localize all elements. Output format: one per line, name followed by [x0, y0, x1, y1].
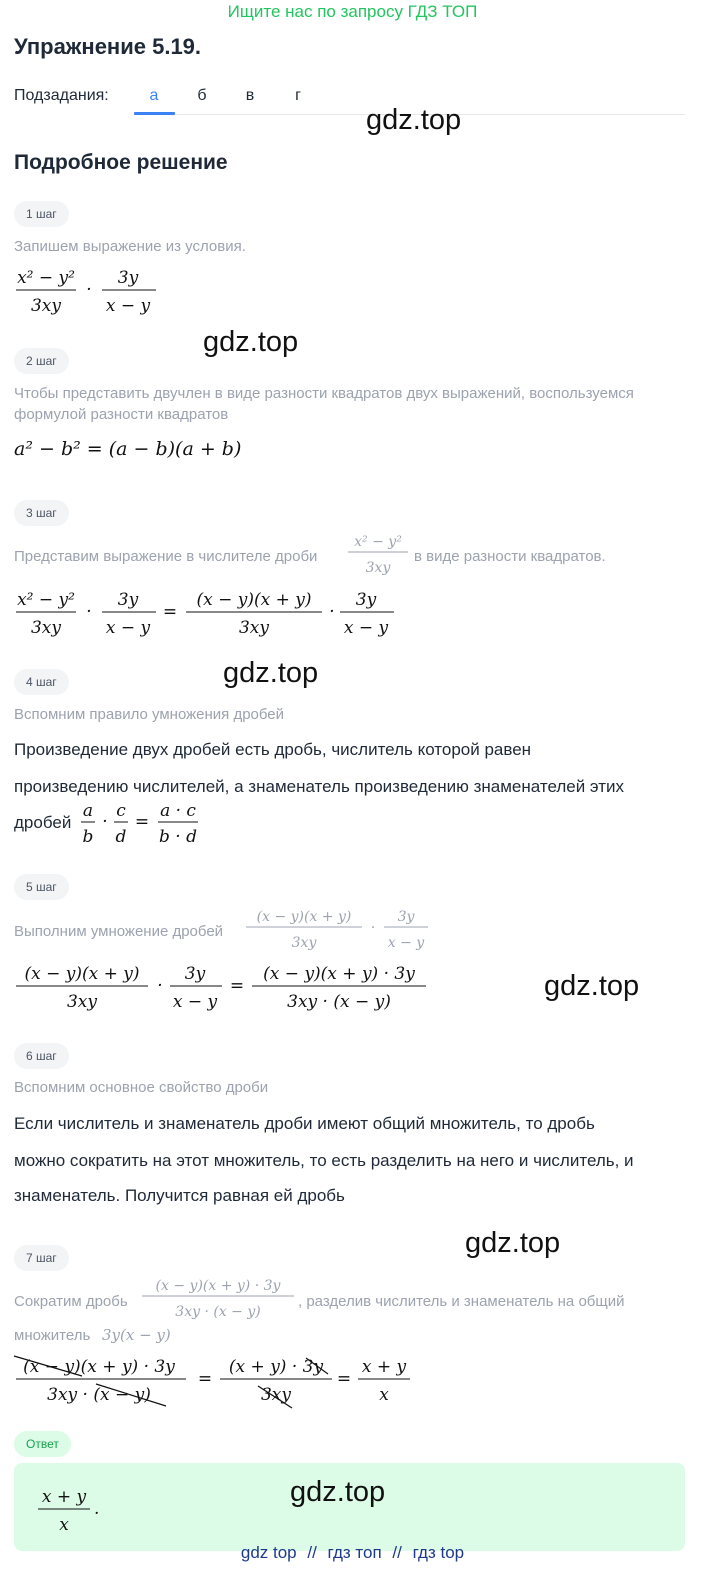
frac-numerator: (x − y)(x + y): [196, 590, 312, 610]
dot-operator: ·: [157, 976, 163, 996]
step-badge: 4 шаг: [14, 669, 69, 695]
frac-numerator: (x + y) · 3y: [228, 1357, 324, 1377]
common-factor: 3y(x − y): [102, 1326, 171, 1344]
frac-numerator: 3y: [117, 268, 139, 288]
frac-denominator: x − y: [172, 992, 218, 1012]
frac-numerator: a: [82, 801, 94, 821]
equals-sign: =: [197, 1369, 213, 1389]
step-badge: 5 шаг: [14, 874, 69, 900]
bottom-link[interactable]: gdz top: [240, 1543, 297, 1562]
frac-denominator: 3xy · (x − y): [175, 1304, 261, 1320]
frac-numerator: (x − y)(x + y): [24, 964, 140, 984]
rule-text: можно сократить на этот множитель, то есть разделить на него и числитель, и: [14, 1151, 634, 1170]
watermark: gdz.top: [290, 1476, 386, 1508]
dot-operator: ·: [86, 602, 92, 622]
rule-text: произведению числителей, а знаменатель произведению знаменателей этих: [14, 777, 625, 796]
watermark: gdz.top: [203, 326, 299, 358]
bottom-links: [0, 1543, 705, 1563]
step-text: Вспомним правило умножения дробей: [14, 706, 285, 723]
watermark: gdz.top: [366, 104, 462, 136]
step-text: в виде разности квадратов.: [414, 548, 606, 565]
frac-denominator: 3xy: [30, 296, 62, 316]
search-banner: Ищите нас по запросу ГДЗ ТОП: [227, 2, 478, 21]
section-title: Подробное решение: [14, 151, 228, 174]
frac-numerator: 3y: [355, 590, 377, 610]
step-text: Запишем выражение из условия.: [14, 238, 246, 255]
formula-step1: [10, 259, 180, 321]
subtask-tab-v[interactable]: в: [245, 87, 255, 104]
step-badge: 3 шаг: [14, 500, 69, 526]
dot-operator: ·: [329, 602, 335, 622]
step-text: Вспомним основное свойство дроби: [14, 1079, 269, 1096]
step-text: , разделив числитель и знаменатель на общий: [298, 1293, 625, 1310]
step-text: Представим выражение в числителе дроби: [14, 548, 318, 565]
frac-numerator: (x − y)(x + y) · 3y: [155, 1278, 281, 1294]
frac-numerator: x + y: [41, 1487, 87, 1507]
inline-fraction: [138, 1272, 300, 1324]
frac-denominator: x − y: [387, 935, 425, 951]
bottom-link[interactable]: гдз top: [412, 1543, 465, 1562]
equals-sign: =: [229, 976, 245, 996]
frac-denominator: 3xy · (x − y): [287, 992, 391, 1012]
frac-numerator: 3y: [117, 590, 139, 610]
step-text: Сократим дробь: [14, 1293, 128, 1310]
frac-numerator: a · c: [160, 801, 196, 821]
equals-sign: =: [134, 812, 150, 832]
frac-denominator: b · d: [159, 827, 197, 847]
frac-numerator: (x − y)(x + y) · 3y: [263, 964, 415, 984]
frac-denominator: b: [82, 827, 94, 847]
dot-operator: ·: [86, 280, 92, 300]
formula-step3: [10, 581, 410, 643]
answer-badge: Ответ: [14, 1431, 71, 1457]
frac-denominator: 3xy · (x − y): [47, 1385, 151, 1405]
frac-numerator: 3y: [184, 964, 206, 984]
formula-step7: [10, 1348, 430, 1414]
frac-denominator: x: [379, 1385, 389, 1405]
link-separator: //: [307, 1543, 317, 1562]
step-text: Выполним умножение дробей: [14, 923, 224, 940]
rule-text: дробей: [14, 813, 72, 832]
watermark: gdz.top: [544, 970, 640, 1002]
frac-numerator: x² − y²: [17, 268, 75, 288]
inline-fraction: [344, 528, 412, 580]
frac-denominator: 3xy: [260, 1385, 292, 1405]
period: .: [94, 1499, 100, 1519]
frac-denominator: x − y: [105, 296, 151, 316]
step-badge: 6 шаг: [14, 1043, 69, 1069]
formula-step5: [10, 955, 440, 1017]
frac-denominator: d: [115, 827, 127, 847]
step-badge: 7 шаг: [14, 1245, 69, 1271]
formula-fraction-product: [78, 796, 202, 852]
equals-sign: =: [162, 602, 178, 622]
rule-text: Произведение двух дробей есть дробь, числитель которой равен: [14, 740, 532, 759]
subtasks-label: Подзадания:: [14, 87, 109, 104]
frac-denominator: x: [59, 1515, 69, 1535]
frac-numerator: x + y: [361, 1357, 407, 1377]
watermark: gdz.top: [223, 657, 319, 689]
watermark: gdz.top: [465, 1227, 561, 1259]
rule-text: Если числитель и знаменатель дроби имеют общий множитель, то дробь: [14, 1114, 595, 1133]
bottom-link[interactable]: гдз топ: [327, 1543, 382, 1562]
inline-fraction-product: [242, 903, 434, 955]
frac-numerator: x² − y²: [354, 534, 402, 550]
subtask-tab-b[interactable]: б: [197, 87, 207, 104]
frac-numerator: (x − y)(x + y): [256, 909, 352, 925]
formula-difference-of-squares: a² − b² = (a − b)(a + b): [14, 438, 242, 460]
dot-operator: ·: [370, 920, 376, 936]
frac-denominator: 3xy: [238, 618, 270, 638]
step-text: формулой разности квадратов: [14, 406, 229, 423]
rule-text: знаменатель. Получится равная ей дробь: [14, 1186, 345, 1205]
frac-denominator: 3xy: [66, 992, 98, 1012]
subtask-tab-g[interactable]: г: [295, 87, 301, 104]
step-text: Чтобы представить двучлен в виде разности квадратов двух выражений, воспользуемся: [14, 385, 634, 402]
subtask-tab-a[interactable]: а: [149, 87, 159, 104]
step-text: множитель: [14, 1327, 91, 1344]
answer-formula: [34, 1478, 114, 1540]
frac-denominator: x − y: [343, 618, 389, 638]
frac-numerator: 3y: [397, 909, 415, 925]
frac-denominator: 3xy: [365, 560, 391, 576]
equals-sign: =: [336, 1369, 352, 1389]
step-badge: 1 шаг: [14, 201, 69, 227]
active-tab-indicator: [134, 112, 175, 115]
step-badge: 2 шаг: [14, 348, 69, 374]
dot-operator: ·: [102, 812, 108, 832]
frac-numerator: x² − y²: [17, 590, 75, 610]
exercise-title: Упражнение 5.19.: [14, 34, 202, 59]
link-separator: //: [392, 1543, 402, 1562]
frac-numerator: (x − y)(x + y) · 3y: [23, 1357, 175, 1377]
frac-denominator: 3xy: [291, 935, 317, 951]
frac-numerator: c: [116, 801, 126, 821]
frac-denominator: 3xy: [30, 618, 62, 638]
frac-denominator: x − y: [105, 618, 151, 638]
